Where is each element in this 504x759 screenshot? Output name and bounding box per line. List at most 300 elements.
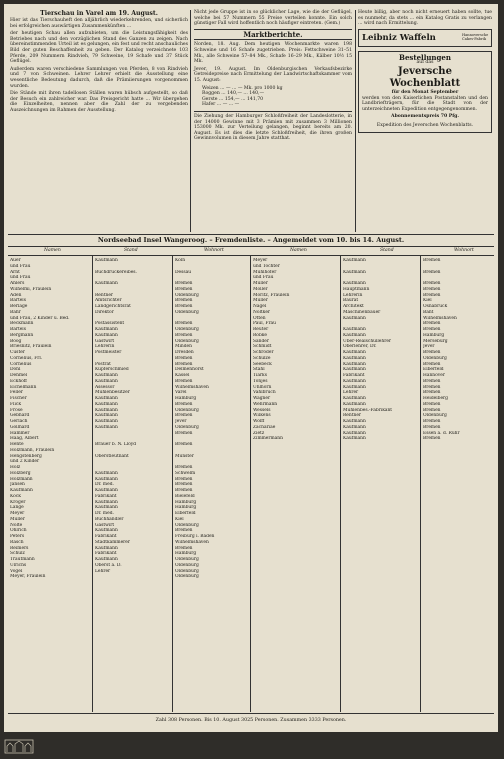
guest-wohnort: Oldenburg: [423, 355, 447, 361]
guest-wohnort: Bremen: [175, 355, 193, 361]
guest-name: Ahlers: [10, 281, 25, 286]
guest-name: Döhl: [10, 367, 21, 373]
guest-stand: Gastwirt: [95, 338, 115, 344]
guest-wohnort: Merseburg: [423, 338, 448, 344]
guest-wohnort: Oldenburg: [175, 424, 199, 430]
guest-name: Boog: [10, 338, 22, 344]
guest-stand: Kaufmann: [95, 424, 118, 430]
market-report: Norden, 18. Aug. Dem heutigen Wochenmarkte waren 198 Schweine und 16 Schafe zugetrieben. Preis: Fettschweine 31–51 Mk., alle Schweine 57–84 Mk., Schafe 16–29 Mk., Kälber 10½ 15 Mk.: [194, 42, 352, 65]
market-title: Marktberichte.: [243, 29, 303, 39]
divider: [194, 39, 352, 40]
header-divider: [8, 255, 494, 256]
price-row: Weizen ... — ... — Mk. pro 1000 kg: [202, 85, 283, 91]
guest-name: Haag, Albert: [10, 436, 39, 442]
guest-name: Schmidt: [253, 344, 272, 350]
guest-stand: Hauptmann: [343, 286, 370, 292]
guest-wohnort: Osnabrück: [423, 304, 448, 309]
guest-wohnort: Bremen: [423, 384, 441, 390]
guest-name: Nagel: [253, 304, 267, 309]
guest-name: Hammer: [10, 430, 30, 436]
guest-name: Briesnitz, Fräulein: [10, 344, 52, 350]
guest-wohnort: Bremen: [423, 350, 441, 355]
guest-wohnort: Bremen: [423, 292, 441, 298]
guest-name: und Frau: [253, 275, 274, 281]
guest-stand: Kupferschmied: [95, 367, 129, 373]
guest-name: Meyer: [10, 511, 25, 516]
guest-wohnort: Bremen: [423, 361, 441, 367]
guest-name: Röbke: [253, 332, 268, 338]
guest-name: Tönjes: [253, 378, 268, 384]
guest-name: Reimers: [10, 545, 29, 551]
price-line: Abonnementspreis 70 Pfg.: [391, 114, 459, 120]
guest-stand: Oberlehrer, Dr.: [343, 344, 377, 350]
guest-stand-right: [343, 258, 418, 442]
guest-wohnort: Oldenburg: [175, 327, 199, 332]
guest-name: Sander: [253, 338, 269, 344]
guest-stand: Fabrikant: [95, 551, 117, 557]
col-header-wohnort: Wohnort: [204, 248, 224, 253]
guest-stand: Dr. med.: [95, 482, 114, 488]
guest-wohnort: Kiel: [175, 516, 184, 522]
guest-wohnort: Dresden: [175, 350, 194, 355]
guest-stand: Kaufmann: [343, 396, 366, 401]
guest-names-left: [10, 258, 90, 580]
guest-wohnort: Oldenburg: [175, 522, 199, 528]
guest-wohnort: Bremen: [175, 321, 193, 327]
ad-text: Heute billig, aber noch nicht erneuert haben sollte, tue es nunmehr, da stets ... ein Katalog Gratis zu verlangen ... wird nach Ermittelung.: [358, 10, 492, 27]
guest-stand: Mühlenbes.-Fabrikant: [343, 407, 393, 413]
guest-stand: Kaufmann: [95, 407, 118, 413]
subscription-ad: [358, 51, 492, 133]
col-header-stand: Stand: [124, 248, 138, 253]
guest-wohnort: Bremen: [175, 298, 193, 304]
guest-name: Mühlhofer: [253, 269, 277, 275]
guest-wohnort: Kiel: [423, 298, 432, 304]
guest-name: Dehmel: [10, 373, 28, 378]
guest-stand: Fabrikant: [95, 493, 117, 499]
section-divider: [8, 713, 494, 714]
guest-name: Bergmann: [10, 332, 34, 338]
guest-wohnort: Bremen: [423, 401, 441, 407]
guest-name: Schulze: [253, 355, 271, 361]
guest-name: und Frau, 2 Kinder u. Bed.: [10, 315, 70, 321]
guest-name: Kock: [10, 493, 21, 499]
column-divider: [190, 10, 191, 232]
guest-wohnort: Oldenburg: [175, 574, 199, 580]
guest-wohnort: Bremen: [423, 269, 441, 275]
newspaper-page: [4, 4, 498, 732]
guest-name: Schulz: [10, 551, 25, 557]
price-table: [202, 86, 352, 108]
guest-name: Fröse: [10, 407, 23, 413]
article-paragraph: der heutigen Schau allen aufzubieten, um die Leistungsfähigkeit des Betriebes nach und den vorzüglichen Stand des Ganzen zu zeigen. Nach übereinstimmenden Urteil ist es gelungen, ein fest und recht anschauliches Bild der guten Beschaffenheit zu geben. Der Katalog verzeichnete 103 Pferde, 209 Nummern Rindvieh, 79 Schweine, 19 Schafe und 37 Stück Geflügel.: [10, 31, 188, 65]
column-rule: [250, 256, 251, 712]
guest-wohnort: Minden: [175, 344, 192, 350]
column-market: [194, 10, 352, 144]
guest-wohnort: Hamburg: [175, 499, 197, 505]
guest-name: Hente: [10, 442, 24, 447]
waffle-ad: [358, 29, 492, 47]
guest-wohnort-right: [423, 258, 495, 442]
guest-stand: Kaufmann: [95, 545, 118, 551]
guest-stand: Kaufmann: [343, 378, 366, 384]
list-footer: Zahl 308 Personen. Bis 10. August 3025 Personen. Zusammen 3333 Personen.: [155, 718, 347, 723]
section-divider: [8, 234, 494, 235]
guest-stand: Fabrikant: [95, 534, 117, 539]
guest-stand: Kaufmann: [343, 367, 366, 373]
guest-stand: Direktor: [95, 309, 114, 315]
guest-stand: Kaufmann: [95, 327, 118, 332]
guest-stand: Gastwirt: [95, 522, 115, 528]
guest-wohnort: Bremen: [423, 424, 441, 430]
guest-wohnort: Hamburg: [175, 396, 197, 401]
guest-stand: Assessor: [95, 384, 115, 390]
guest-name: Otten: [253, 315, 266, 321]
guest-wohnort: Hamburg: [175, 551, 197, 557]
guest-wohnort: Oldenburg: [175, 407, 199, 413]
guest-wohnort: Oldenburg: [423, 413, 447, 419]
guest-name: und Tochter: [253, 263, 280, 269]
guest-wohnort: Oldenburg: [175, 562, 199, 568]
guest-wohnort: Oldenburg: [175, 557, 199, 562]
guest-stand: [95, 574, 170, 580]
guest-name: Bartels: [10, 298, 26, 304]
guest-stand: Rentner: [95, 292, 114, 298]
guest-name: Arnt: [10, 269, 20, 275]
section-divider: [8, 246, 494, 247]
guest-wohnort: Essen a. d. Ruhr: [423, 430, 460, 436]
guest-stand: Oberstleutnant: [95, 453, 129, 459]
guest-stand: Dr. med.: [95, 511, 114, 516]
guest-name: Wessels: [253, 407, 271, 413]
guest-name: Cornelius: [10, 361, 32, 367]
guest-name: Cornelius, Frl.: [10, 355, 43, 361]
brand-note: Hannoversche Cakes-Fabrik: [462, 32, 489, 41]
guest-stand: Kaufmann: [343, 281, 366, 286]
lottery-notice: Die Ziehung der Hamburger Schloßfreiheit der Landeslotterie, in der 14000 Gewinne mit 3 Prämien mit zusammen 3 Millionen 153000 Mk. zur Verteilung gelangen, beginnt bereits am 20. August. Es ist dies die letzte Schloßfreiheit, die ihren großen Gewinnvolumen in diesem Jahre statthat.: [194, 113, 352, 142]
guest-stand: Kaufmann: [343, 355, 366, 361]
guest-name: Stahl: [253, 367, 265, 373]
guest-name: und Frau: [10, 263, 31, 269]
guest-wohnort: Oldenburg: [175, 568, 199, 574]
guest-wohnort: Köln: [175, 258, 186, 263]
guest-name: Lange: [10, 505, 24, 511]
guest-stand: Oberst a. D.: [95, 562, 122, 568]
guest-name: Rasch: [10, 539, 24, 545]
guest-stand: Postmeister: [95, 350, 122, 355]
column-tierschau: [10, 10, 188, 116]
guest-wohnort: Münster: [175, 453, 194, 459]
brand-name: Leibniz Waffeln: [362, 32, 436, 43]
guest-name: Auer: [10, 258, 21, 263]
guest-name: Moritz, Fräulein: [253, 292, 290, 298]
guest-name: Seebeck: [253, 361, 272, 367]
guest-name: Tiarks: [253, 373, 267, 378]
guest-wohnort: Hannover: [423, 373, 445, 378]
guest-wohnort: Kassel: [175, 373, 190, 378]
guest-stand: Architekt: [343, 304, 364, 309]
guest-wohnort: Bremen: [175, 401, 193, 407]
col-header-wohnort: Wohnort: [454, 248, 474, 253]
guest-name: Berlage: [10, 304, 28, 309]
order-title: Bestellungen: [399, 52, 451, 62]
guest-wohnort: Jever: [423, 344, 435, 350]
guest-wohnort: Elberfeld: [423, 367, 444, 373]
guest-name: Peters: [10, 534, 25, 539]
guest-stand: Kaufmann: [95, 499, 118, 505]
guest-wohnort: Bremen: [423, 281, 441, 286]
guest-name: Meyer, Fräulein: [10, 574, 46, 580]
guest-name: Reuter: [253, 327, 269, 332]
guest-name: Wagner: [253, 396, 271, 401]
guest-stand: Kaufmann: [343, 315, 366, 321]
guest-wohnort: Bremen: [175, 361, 193, 367]
guest-wohnort: Oldenburg: [175, 338, 199, 344]
guest-wohnort: Bremen: [175, 488, 193, 493]
guest-name: Wolff: [253, 419, 265, 424]
guest-wohnort: Bremen: [423, 258, 441, 263]
guest-stand: Rentner: [343, 413, 362, 419]
guest-stand: Postassistent: [95, 321, 125, 327]
guest-name: Cüster: [10, 350, 25, 355]
divider: [194, 111, 352, 112]
guest-name: Nolte: [10, 522, 23, 528]
column-divider: [355, 10, 356, 232]
scan-background: [0, 732, 504, 759]
guest-wohnort: Bremen: [175, 378, 193, 384]
guest-name: Nöltker: [253, 309, 271, 315]
guest-wohnort: Bremen: [175, 413, 193, 419]
guest-stand: Kaufmann: [343, 269, 366, 275]
guest-wohnort: Bremen: [175, 286, 193, 292]
guest-stand: Mühlenbesitzer: [95, 390, 130, 396]
month-line: für den Monat September: [391, 89, 459, 95]
column-rule: [92, 256, 93, 712]
col-header-name: Namen: [290, 248, 307, 253]
guest-name: Müller: [253, 281, 268, 286]
guest-name: Möller: [253, 286, 268, 292]
guest-stand: Amtsrichter: [95, 298, 122, 304]
guest-wohnort: Freiburg i. Baden: [175, 534, 215, 539]
guest-name: Bahr: [10, 309, 21, 315]
guest-wohnort: Wilhelmshaven: [175, 539, 209, 545]
guest-name: Zietz: [253, 430, 265, 436]
guest-name: Jansen: [10, 482, 25, 488]
column-rule: [420, 256, 421, 712]
article-paragraph: Außerdem waren verschiedene Sammlungen von Pferden, 8 von Rindvieh und 7 von Schweinen. Lehrer Lehrer erhielt die Ausstellung eine wesentliche Bedeutung dadurch, daß die Prämiierungen vorgenommen wurden.: [10, 66, 188, 89]
guest-name: Holz: [10, 465, 21, 470]
guest-stand: Kaufmann: [95, 396, 118, 401]
guest-wohnort: Delmenhorst: [175, 367, 204, 373]
guest-name: und 2 Kinder: [10, 459, 40, 465]
guest-wohnort: Bremen: [175, 442, 193, 447]
guest-stand: Kaufmann: [95, 413, 118, 419]
guest-wohnort: Dessau: [175, 269, 192, 275]
guest-stand: Kaufmann: [343, 332, 366, 338]
guest-wohnort: Schwelm: [175, 470, 196, 476]
guest-stand: Buchdruckereibes.: [95, 269, 137, 275]
guest-name: Meyer: [253, 258, 268, 263]
guest-wohnort: Bremen: [423, 327, 441, 332]
guest-wohnort: Jever: [175, 419, 187, 424]
guest-stand: Kaufmann: [95, 488, 118, 493]
column-rule: [172, 256, 173, 712]
guest-stand: Kaufmann: [343, 424, 366, 430]
guest-wohnort: Wilhelmshaven: [423, 315, 457, 321]
column-ads: [358, 10, 492, 137]
guest-wohnort: Bremen: [175, 476, 193, 482]
guest-name: Vogel: [10, 568, 23, 574]
guest-name: und Frau: [10, 275, 31, 281]
guest-name: Zachariae: [253, 424, 276, 430]
guest-name: Fischer: [10, 396, 27, 401]
market-report: Jever, 19. August. Im Oldenburgischen Verkaufsbezirke Getreidepreise nach Ermittelung der Landwirtschaftskammer vom 15. August:: [194, 66, 352, 83]
guest-stand: Landgerichtsrat: [95, 304, 131, 309]
guest-name: Paul, Frau: [253, 321, 276, 327]
guest-names-right: [253, 258, 338, 442]
guest-wohnort: Bremen: [423, 419, 441, 424]
guest-wohnort: Hamburg: [175, 505, 197, 511]
guest-name: Wilhelmi, Fräulein: [10, 286, 52, 292]
guest-stand: Kaufmann: [95, 281, 118, 286]
guest-stand: Über-Realschullehrer: [343, 338, 392, 344]
guest-wohnort: Elberfeld: [175, 511, 196, 516]
guest-stand: Fabrikant: [343, 373, 365, 378]
guest-stand: Lehrerin: [95, 344, 115, 350]
guest-name: Holzberg: [10, 470, 31, 476]
guest-wohnort: Bremen: [423, 378, 441, 384]
guest-name: Eckhoff: [10, 378, 27, 384]
guest-wohnort: Bremen: [175, 482, 193, 488]
guest-name: Gerlach: [10, 419, 28, 424]
guest-name: Beckmann: [10, 321, 34, 327]
guest-name: Müller: [253, 298, 268, 304]
guest-name: Feller: [10, 390, 23, 396]
guest-name: Schröder: [253, 350, 274, 355]
guest-stand: Lehrerin: [343, 292, 363, 298]
guest-name: Eichelmann: [10, 384, 37, 390]
guest-stand: Kaufmann: [343, 361, 366, 367]
guest-name: Bartels: [10, 327, 26, 332]
guest-name: Kaufmann: [10, 488, 33, 493]
guest-stand: Kaufmann: [95, 373, 118, 378]
guest-stand: Maschinenbauer: [343, 309, 381, 315]
guest-wohnort: Bremen: [175, 465, 193, 470]
guest-stand-left: [95, 258, 170, 580]
expedition-signature: Expedition des Jeverschen Wochenblatts.: [376, 122, 474, 128]
guest-stand: Kaufmann: [95, 378, 118, 384]
guest-name: Müller: [10, 516, 25, 522]
guest-wohnort: Bremen: [175, 304, 193, 309]
guest-stand: Postrat: [95, 361, 111, 367]
guest-name: Ulrichs: [10, 562, 27, 568]
guest-name: Uhlhorn: [253, 384, 272, 390]
guest-stand: Stadtkämmerer: [95, 539, 130, 545]
guest-stand: Kaufmann: [95, 401, 118, 407]
guest-stand: Kaufmann: [343, 401, 366, 407]
guest-wohnort-left: [175, 258, 248, 580]
guest-stand: Kaufmann: [343, 419, 366, 424]
guest-name: Kröger: [10, 499, 26, 505]
archive-stamp-icon: [4, 738, 34, 754]
guest-stand: Brauer b. N. Lloyd: [95, 442, 137, 447]
guest-stand: Kaufmann: [95, 528, 118, 534]
article-paragraph: Hier ist das Tierschauheft den alljährlich wiederkehrenden, und sicherlich bei erfolgreichen auswärtigen Zusammenkünften ...: [10, 18, 188, 29]
guest-stand: Kaufmann: [343, 258, 366, 263]
guest-name: Gebhard: [10, 413, 30, 419]
guest-stand: Kaufmann: [343, 436, 366, 442]
guest-wohnort: Wilhelmshaven: [175, 384, 209, 390]
guest-wohnort: Oldenburg: [175, 309, 199, 315]
guest-name: Vahlbruch: [253, 390, 276, 396]
guest-stand: Kaufmann: [95, 476, 118, 482]
guest-stand: Kaufmann: [343, 430, 366, 436]
guest-wohnort: Bielefeld: [175, 493, 195, 499]
guest-wohnort: Oldenburg: [175, 292, 199, 298]
guest-wohnort: Bremen: [423, 286, 441, 292]
guest-stand: Kaufmann: [343, 384, 366, 390]
guest-stand: Kaufmann: [343, 350, 366, 355]
guest-name: Holzmann, Fräulein: [10, 447, 55, 453]
article-title: Tierschau in Varel am 19. August.: [40, 10, 158, 17]
guest-wohnort: Bremen: [423, 407, 441, 413]
guest-stand: Kaufmann: [95, 505, 118, 511]
guest-wohnort: Bremen: [175, 528, 193, 534]
guest-wohnort: Bremen: [175, 332, 193, 338]
guest-name: Ohlrich: [10, 528, 27, 534]
guest-name: Trautmann: [10, 557, 35, 562]
guest-name: Holzmann: [10, 476, 33, 482]
col-header-name: Namen: [44, 248, 61, 253]
guest-stand: Buchhändler: [95, 516, 124, 522]
order-sub: auf das: [416, 60, 434, 66]
intro-text: Nicht jede Gruppe ist in so glücklicher Lage, wie die der Geflügel, welche bei 57 Nummern 55 Preise verteilen konnte. Ein solch günstiger Fall wird hoffentlich noch häufiger eintreten. (Gem.): [194, 10, 352, 27]
guest-name: Aden: [10, 292, 22, 298]
paper-name: Jeversche Wochenblatt: [389, 65, 461, 89]
guest-wohnort: Bremen: [175, 430, 193, 436]
article-paragraph: Die Stände mit ihren tadellosen Ställen waren hübsch aufgestellt, so daß der Besuch ein zahlreicher war. Das Preisgericht hatte ... Wir übergehen die Einzelheiten, nennen aber die Zahl der zu vergebenden Auszeichnungen im Rahmen der Ausstellung.: [10, 91, 188, 113]
guest-wohnort: Heidelberg: [423, 396, 448, 401]
price-row: Roggen ... 140,— ... 140,—: [202, 91, 265, 97]
guest-wohnort: Bant: [423, 309, 434, 315]
guest-stand: Lehrer: [95, 568, 111, 574]
guest-stand: Kaufmann: [95, 332, 118, 338]
guest-wohnort: Varel: [175, 390, 187, 396]
guest-stand: Kaufmann: [95, 470, 118, 476]
guest-stand: Kaufmann: [95, 258, 118, 263]
list-title: Nordseebad Insel Wangeroog. – Fremdenliste. – Angemeldet vom 10. bis 14. August.: [97, 236, 405, 244]
guest-stand: Kaufmann: [95, 557, 118, 562]
guest-wohnort: Bremen: [423, 436, 441, 442]
guest-wohnort: Hamburg: [423, 332, 445, 338]
guest-name: Flick: [10, 401, 21, 407]
guest-name: Wilkens: [253, 413, 271, 419]
price-row: Gerste ... 154,— ... 141,70: [202, 96, 264, 102]
guest-name: Hengstenberg: [10, 453, 42, 459]
guest-name: Wehrmann: [253, 401, 278, 407]
guest-stand: Baurat: [343, 298, 359, 304]
guest-wohnort: Bremen: [423, 390, 441, 396]
guest-wohnort: Bremen: [423, 321, 441, 327]
price-row: Hafer ... — ... —: [202, 102, 240, 108]
column-rule: [340, 256, 341, 712]
guest-wohnort: Bremen: [175, 545, 193, 551]
guest-stand: Kaufmann: [343, 327, 366, 332]
order-text: werden von den Kaiserlichen Postanstalten und den Landbriefträgern, für die Stadt von der unterzeichneten Expedition entgegengenommen.: [362, 95, 488, 112]
col-header-stand: Stand: [380, 248, 394, 253]
guest-stand: Lehrer: [343, 390, 359, 396]
guest-name: Zimmermann: [253, 436, 283, 442]
